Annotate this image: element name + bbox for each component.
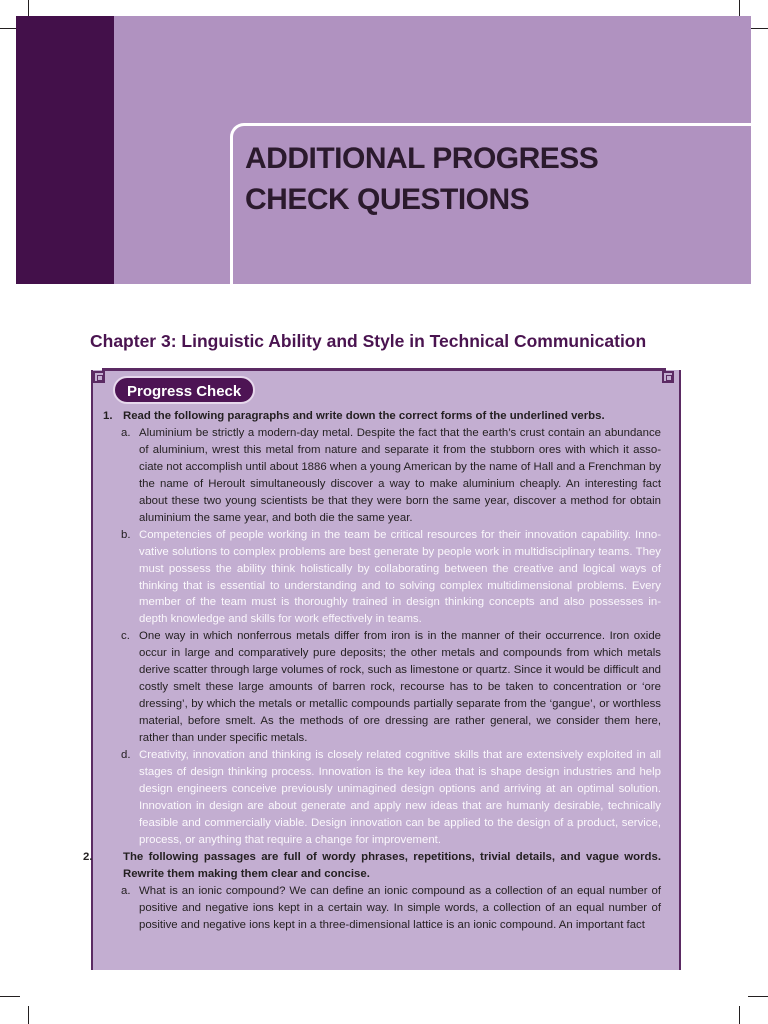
question-number: 2. [83, 850, 93, 863]
page-title-line-1: ADDITIONAL PROGRESS [245, 142, 599, 175]
question-number: 1. [103, 410, 113, 422]
item-text: Aluminium be strictly a modern-day metal. Despite the fact that the earth’s crust contain an abundance of aluminium, wrest this metal from nature and separate it from the stubborn ores with which it asso-ciate not accomplish until about 1886 when a young American by the name of Hall and a Frenchman by the name of Heroult simultaneously discover a way to make aluminium cheaply. An interesting fact about these two young scientists be that they were born the same year, discover a method for obtain aluminium the same year, and both die the same year. [139, 426, 661, 524]
item-label: a. [121, 426, 131, 439]
item-label: d. [121, 749, 131, 762]
item-text: What is an ionic compound? We can define an ionic compound as a collection of an equal number of positive and negative ions kept in a certain way. In simple words, a collection of an equal number of positive and negative ions kept in a three-dimensional lattice is an ionic compound. An important fact [139, 884, 661, 931]
crop-mark [28, 1006, 29, 1024]
progress-check-content [83, 408, 661, 934]
item-text: Competencies of people working in the team be critical resources for their innovation capability. Inno-vative solutions to complex problems are best generate by people work in multidisciplinary teams. They must possess the ability think holistically by collaborating between the creative and logical ways of thinking that is essential to understanding and to solving complex multidimensional problems. Every member of the team must is thoroughly trained in design thinking concepts and also possesses in-depth knowledge and skills for work effectively in teams. [139, 528, 661, 626]
banner-accent-strip [16, 16, 114, 284]
chapter-heading: Chapter 3: Linguistic Ability and Style in Technical Communication [90, 331, 647, 351]
crop-mark [748, 28, 768, 29]
question-2-item-a [103, 883, 661, 934]
crop-mark [748, 996, 768, 997]
page-title [245, 138, 715, 220]
corner-ornament [93, 371, 105, 383]
item-text: One way in which nonferrous metals differ from iron is in the manner of their occurrence. Iron oxide occur in large and comparatively pure deposits; the other metals and compounds from which metals derive scatter through large volumes of rock, such as limestone or quartz. Since it would be difficult and costly smelt these large amounts of barren rock, recourse has to be taken to concentration or ‘ore dressing’, by which the metals or metallic compounds partially separate from the ‘gangue’, or worthless material, before smelt. As the methods of ore dressing are rather general, we consider them here, rather than under specific metals. [139, 630, 661, 745]
item-text: Creativity, innovation and thinking is closely related cognitive skills that are extensively exploited in all stages of design thinking process. Innovation is the key idea that is shape design industries and help design engineers conceive previously unimagined design options and arriving at an optimal solution. Innovation in design are about generate and apply new ideas that are humanly desirable, technically feasible and commercially viable. Design innovation can be applied to the design of a product, service, process, or anything that require a change for improvement. [139, 749, 661, 846]
crop-mark [0, 996, 20, 997]
question-1-item-d [103, 747, 661, 849]
question-2 [83, 849, 661, 883]
item-label: b. [121, 528, 131, 541]
page-title-line-2: CHECK QUESTIONS [245, 183, 530, 216]
progress-check-badge: Progress Check [113, 376, 255, 404]
question-1-item-b [103, 527, 661, 629]
item-label: c. [121, 630, 130, 643]
progress-check-top-rule [102, 368, 666, 371]
question-text: The following passages are full of wordy phrases, repetitions, trivial details, and vague words. Rewrite them making them clear and concise. [123, 850, 661, 880]
crop-mark [739, 1006, 740, 1024]
question-text: Read the following paragraphs and write down the correct forms of the underlined verbs. [123, 410, 605, 422]
question-1-item-a [103, 425, 661, 527]
item-label: a. [121, 884, 131, 897]
question-1 [103, 408, 661, 425]
corner-ornament [662, 371, 674, 383]
question-1-item-c [103, 628, 661, 747]
